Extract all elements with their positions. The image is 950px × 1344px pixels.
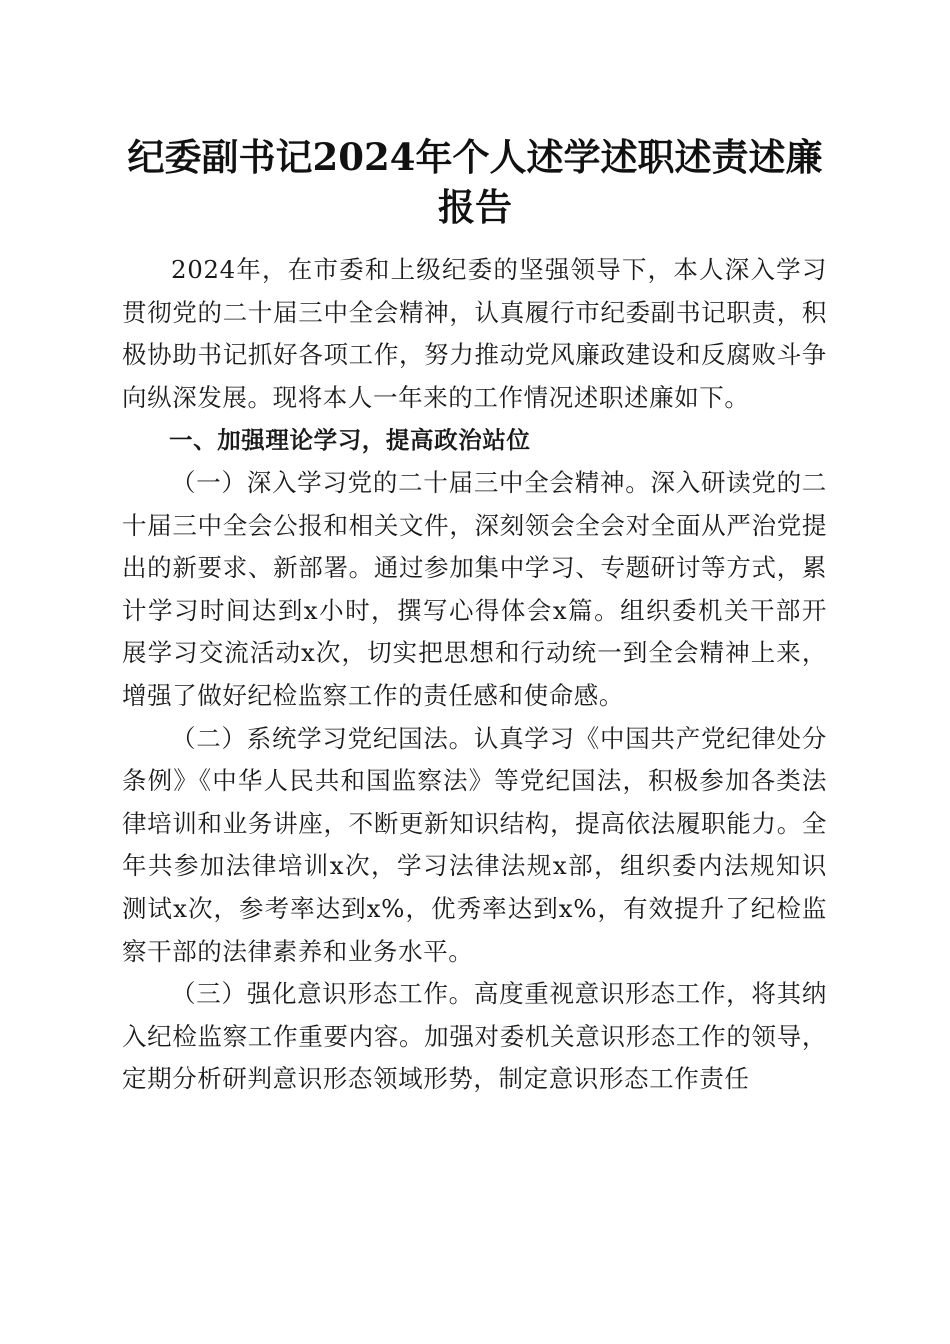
subsection-lead-2: （二）系统学习党纪国法。 [171, 723, 474, 753]
subsection-body-1: 深入研读党的二十届三中全会公报和相关文件，深刻领会全会对全面从严治党提出的新要求、新部署。通过参加集中学习、专题研讨等方式，累计学习时间达到x小时，撰写心得体会x篇。组织委机关干部开展学习交流活动x次，切实把思想和行动统一到全会精神上来，增强了做好纪检监察工作的责任感和使命感。 [122, 467, 827, 710]
subsection-paragraph-3 [122, 973, 827, 1101]
section-heading-1: 一、加强理论学习，提高政治站位 [169, 426, 531, 455]
subsection-paragraph-2 [122, 718, 827, 974]
subsection-body-3: 高度重视意识形态工作，将其纳入纪检监察工作重要内容。加强对委机关意识形态工作的领导，定期分析研判意识形态领域形势，制定意识形态工作责任 [122, 979, 827, 1094]
intro-paragraph: 2024年，在市委和上级纪委的坚强领导下，本人深入学习贯彻党的二十届三中全会精神，认真履行市纪委副书记职责，积极协助书记抓好各项工作，努力推动党风廉政建设和反腐败斗争向纵深发展。现将本人一年来的工作情况述职述廉如下。 [122, 255, 827, 412]
subsection-lead-3: （三）强化意识形态工作。 [171, 979, 474, 1009]
document-title: 纪委副书记2024年个人述学述职述责述廉报告 [127, 135, 823, 229]
subsection-paragraph-1 [122, 462, 827, 718]
subsection-lead-1: （一）深入学习党的二十届三中全会精神。 [171, 467, 651, 497]
document-body [122, 249, 827, 1101]
subsection-body-2: 认真学习《中国共产党纪律处分条例》《中华人民共和国监察法》等党纪国法，积极参加各类法律培训和业务讲座，不断更新知识结构，提高依法履职能力。全年共参加法律培训x次，学习法律法规x部，组织委内法规知识测试x次，参考率达到x%，优秀率达到x%，有效提升了纪检监察干部的法律素养和业务水平。 [122, 723, 827, 966]
